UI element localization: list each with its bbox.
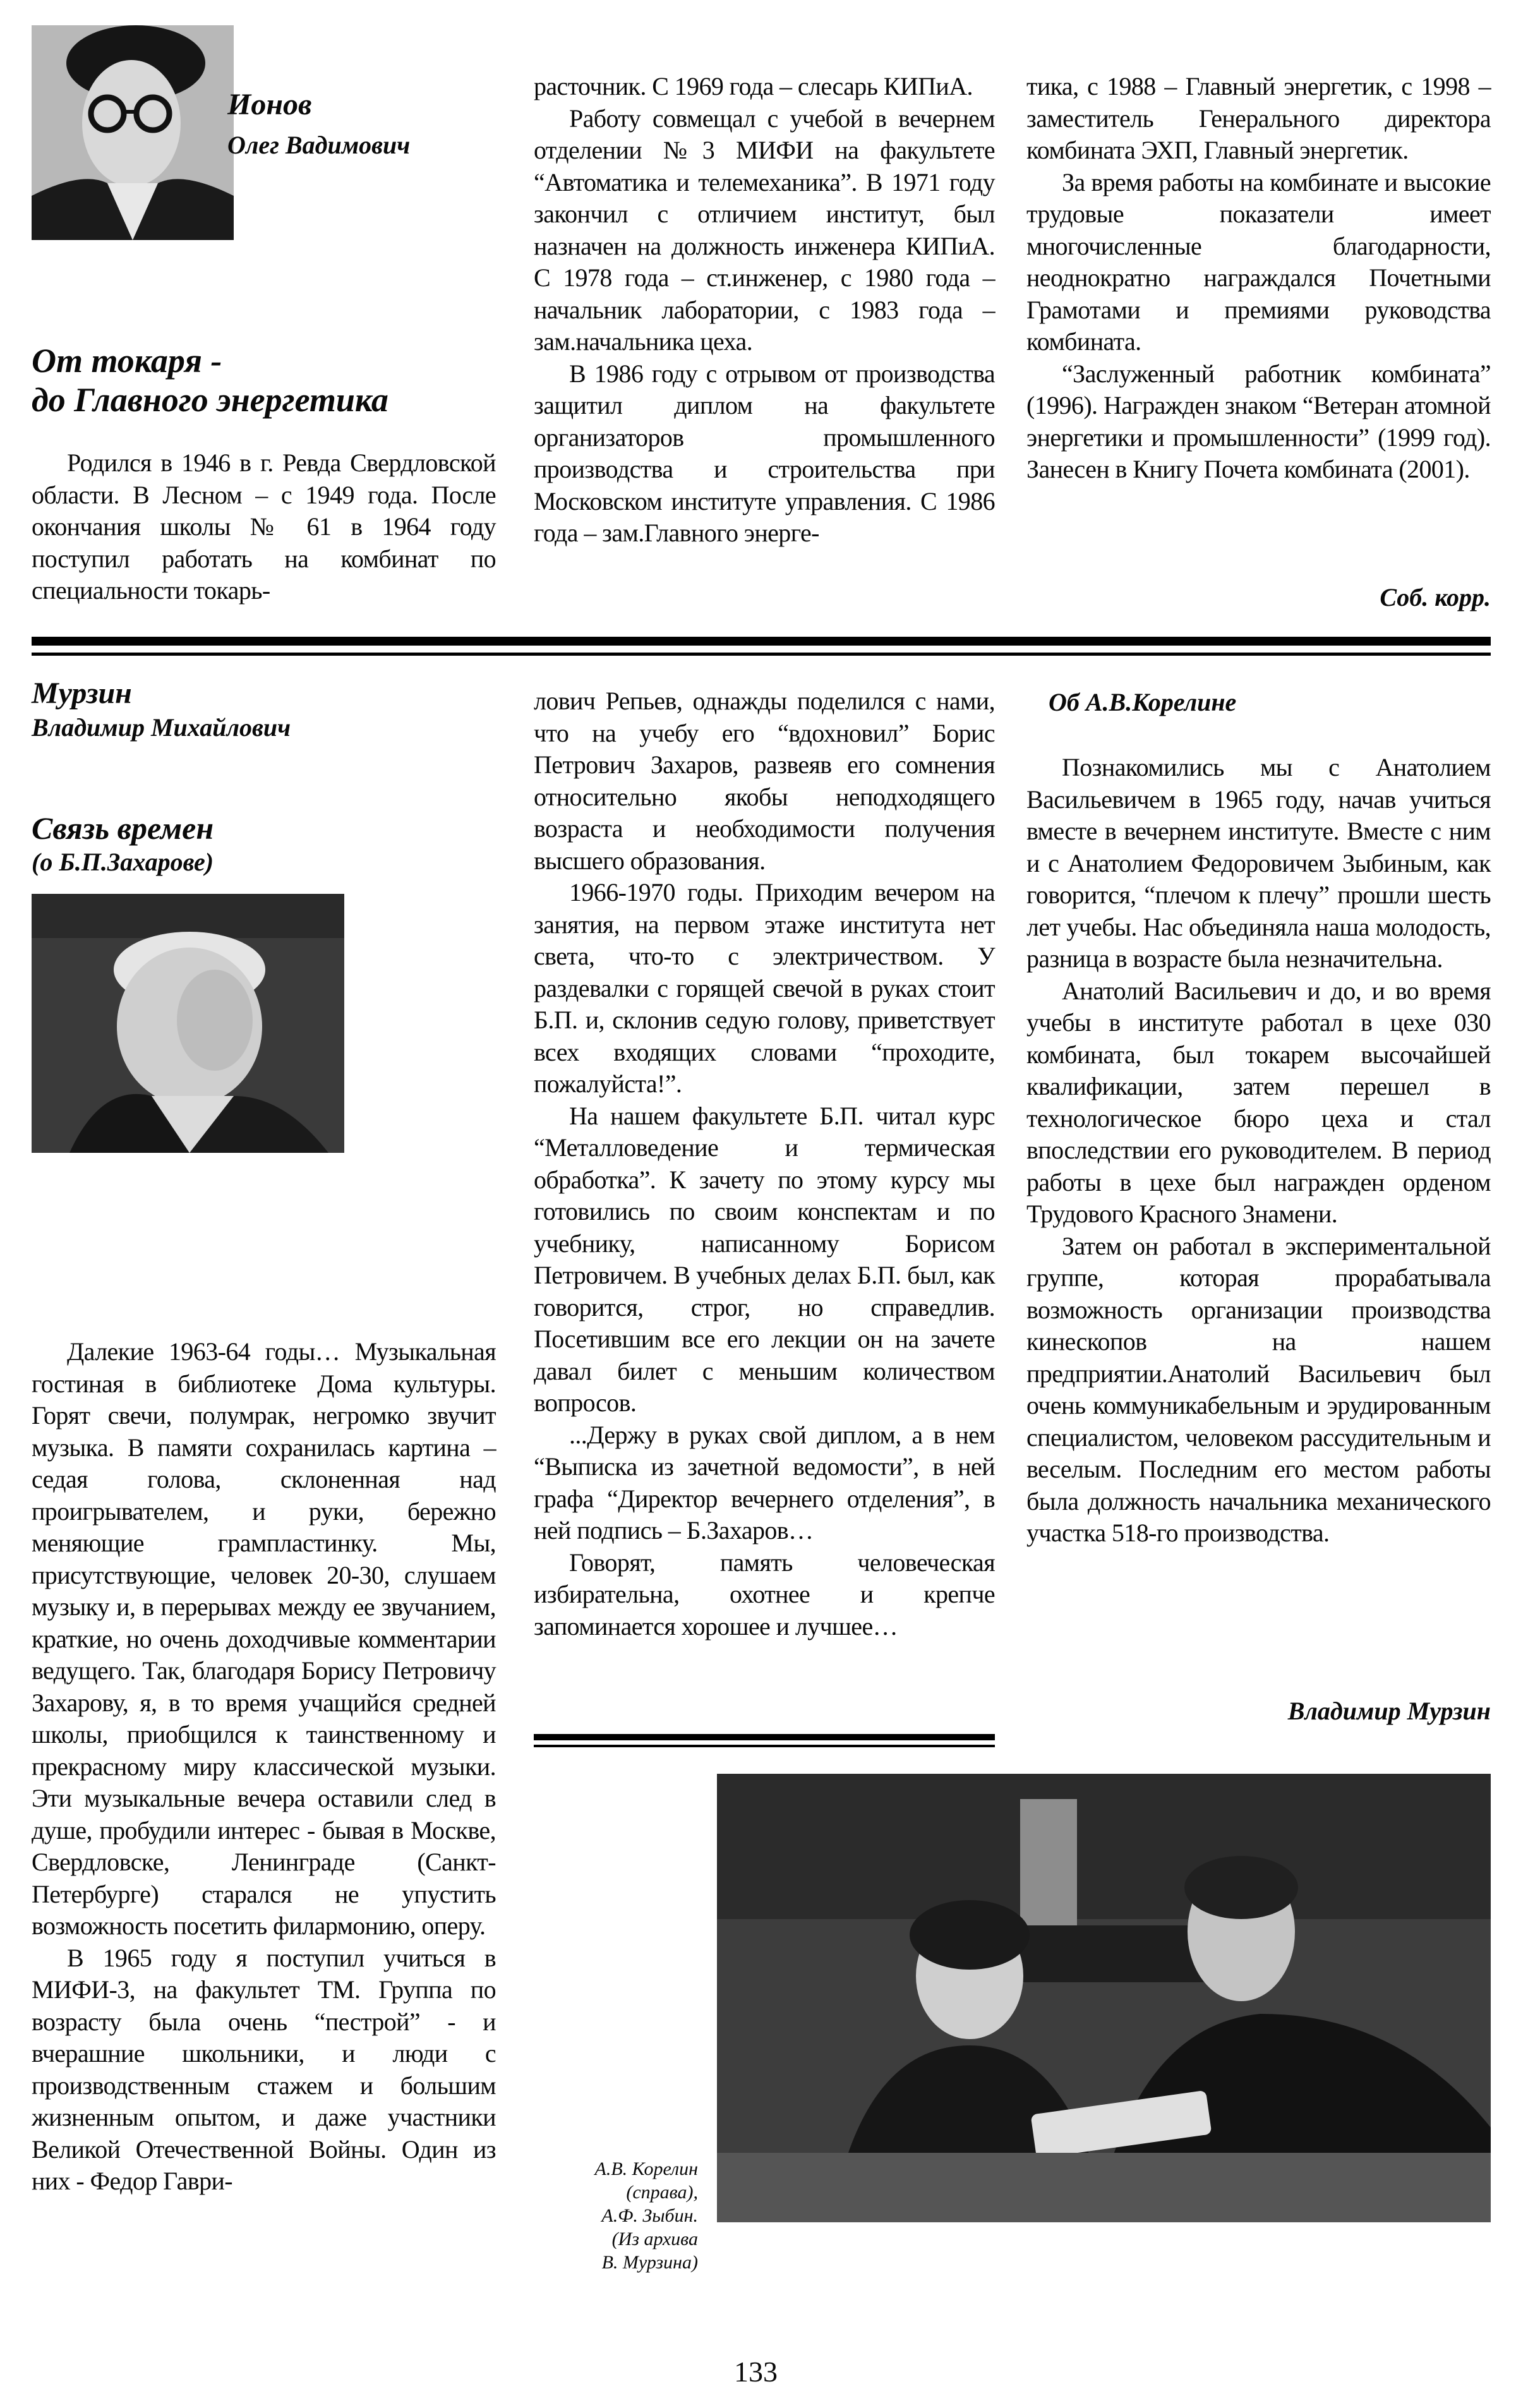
caption-line: (справа),	[626, 2182, 698, 2203]
article3-paragraph: Затем он работал в экспериментальной группе, которая прорабатывала возможность организации производства кинескопов на нашем предприятии.Анатолий Васильевич был очень коммуникабельным и эрудированным специалистом, человеком рассудительным и веселым. Последним его местом работы была должность начальника механического участка 518-го производства.	[1026, 1231, 1491, 1547]
portrait-photo-ionov	[32, 25, 234, 240]
article-headline: Об А.В.Корелине	[1049, 688, 1237, 716]
article1-column3	[1026, 71, 1491, 486]
article-headline-line2: до Главного энергетика	[32, 381, 388, 419]
article1-paragraph: “Заслуженный работник комбината” (1996). Награжден знаком “Ветеран атомной энергетики и промышленности” (1999 год). Занесен в Книгу Почета комбината (2001).	[1026, 359, 1491, 483]
author-given-names: Олег Вадимович	[227, 131, 411, 159]
article2-paragraph: лович Репьев, однажды поделился с нами, что на учебу его “вдохновил” Борис Петрович Захаров, развеяв его сомнения относительно якобы неподходящего возраста и необходимости получения высшего образования.	[534, 687, 995, 875]
article1-paragraph: Работу совмещал с учебой в вечернем отделении №3 МИФИ на факультете “Автоматика и телемеханика”. В 1971 году закончил с отличием институт, был назначен на должность инженера КИПиА. С 1978 года – ст.инженер, с 1980 года – начальник лаборатории, с 1983 года – зам.начальника цеха.	[534, 104, 995, 356]
article-headline: Связь времен	[32, 810, 214, 846]
article2-paragraph: Далекие 1963-64 годы… Музыкальная гостиная в библиотеке Дома культуры. Горят свечи, полумрак, негромко звучит музыка. В памяти сохранилась картина – седая голова, склоненная над проигрывателем, и руки, бережно меняющие грампластинку. Мы, присутствующие, человек 20-30, слушаем музыку и, в перерывах между ее звучанием, краткие, но очень доходчивые комментарии ведущего. Так, благодаря Борису Петровичу Захарову, я, в то время учащийся средней школы, приобщился к таинственному и прекрасному миру классической музыки. Эти музыкальные вечера оставили след в душе, пробудили интерес - бывая в Москве, Свердловске, Ленинграде (Санкт-Петербурге) старался не упустить возможность посетить филармонию, оперу.	[32, 1337, 496, 1940]
article2-column1	[32, 1336, 496, 2198]
portrait-photo-zakharov	[32, 894, 344, 1153]
author-surname: Мурзин	[32, 677, 132, 710]
article1-column2	[534, 71, 995, 550]
article1-paragraph: За время работы на комбинате и высокие трудовые показатели имеет многочисленные благодарности, неоднократно награждался Почетными Грамотами и премиями руководства комбината.	[1026, 167, 1491, 356]
article1-column1	[32, 447, 496, 607]
article2-paragraph: 1966-1970 годы. Приходим вечером на занятия, на первом этаже института нет света, что-то с электричеством. У раздевалки с горящей свечой в руках стоит Б.П. и, склонив седую голову, приветствует всех входящих словами “проходите, пожалуйста!”.	[534, 878, 995, 1098]
article2-paragraph: В 1965 году я поступил учиться в МИФИ-3, на факультет ТМ. Группа по возрасту была очень “пестрой” - и вчерашние школьники, и люди с производственным стажем и большим жизненным опытом, и даже участники Великой Отечественной Войны. Один из них - Федор Гаври-	[32, 1943, 496, 2195]
caption-line: В. Мурзина)	[601, 2252, 698, 2273]
article3-paragraph: Познакомились мы с Анатолием Васильевичем в 1965 году, начав учиться вместе в вечернем институте. Вместе с ним и с Анатолием Федоровичем Зыбиным, как говорится, “плечом к плечу” прошли шесть лет учебы. Нас объединяла наша молодость, разница в возрасте была незначительна.	[1026, 753, 1491, 973]
article-subheadline: (о Б.П.Захарове)	[32, 848, 214, 876]
article3-paragraph: Анатолий Васильевич и до, и во время учебы в институте работал в цехе 030 комбината, был токарем высочайшей квалификации, затем перешел в технологическое бюро цеха и стал впоследствии его руководителем. В период работы в цехе был награжден орденом Трудового Красного Знамени.	[1026, 976, 1491, 1228]
column-divider-thin	[534, 1745, 995, 1747]
article3-signature: Владимир Мурзин	[1287, 1697, 1491, 1725]
article1-paragraph: В 1986 году с отрывом от производства защитил диплом на факультете организаторов промышленного производства и строительства при Московском институте управления. С 1986 года – зам.Главного энерге-	[534, 359, 995, 547]
portrait-zakharov-image	[32, 894, 344, 1153]
article2-paragraph: ...Держу в руках свой диплом, а в нем “Выписка из зачетной ведомости”, в ней графа “Директор вечернего отделения”, в ней подпись – Б.Захаров…	[534, 1420, 995, 1544]
article2-column2	[534, 685, 995, 1642]
article2-paragraph: Говорят, память человеческая избирательна, охотнее и крепче запоминается хорошее и лучшее…	[534, 1548, 995, 1640]
article-headline-line1: От токаря -	[32, 342, 222, 380]
article1-paragraph: тика, с 1988 – Главный энергетик, с 1998 – заместитель Генерального директора комбината ЭХП, Главный энергетик.	[1026, 72, 1491, 164]
article2-paragraph: На нашем факультете Б.П. читал курс “Металловедение и термическая обработка”. К зачету по этому курсу мы готовились по своим конспектам и по учебнику, написанному Борисом Петровичем. В учебных делах Б.П. был, как говорится, строг, но справедлив. Посетившим все его лекции он на зачете давал билет с меньшим количеством вопросов.	[534, 1101, 995, 1417]
page-number: 133	[734, 2356, 778, 2388]
article3-column	[1026, 752, 1491, 1550]
section-divider-thick	[32, 637, 1491, 646]
author-surname: Ионов	[227, 88, 312, 121]
author-given-names: Владимир Михайлович	[32, 713, 291, 742]
group-photo-korelin-zybin	[717, 1774, 1491, 2222]
section-divider-thin	[32, 653, 1491, 656]
article1-signature: Соб. корр.	[1380, 583, 1491, 611]
portrait-ionov-image	[32, 25, 234, 240]
article1-paragraph: расточник. С 1969 года – слесарь КИПиА.	[534, 72, 973, 100]
column-divider-thick	[534, 1734, 995, 1740]
photo-caption	[543, 2157, 698, 2274]
caption-line: А.Ф. Зыбин.	[601, 2205, 698, 2226]
group-photo-image	[717, 1774, 1491, 2222]
article1-paragraph: Родился в 1946 в г. Ревда Свердловской области. В Лесном – с 1949 года. После окончания школы № 61 в 1964 году поступил работать на комбинат по специальности токарь-	[32, 448, 496, 605]
caption-line: (Из архива	[611, 2229, 698, 2249]
caption-line: А.В. Корелин	[594, 2158, 698, 2179]
